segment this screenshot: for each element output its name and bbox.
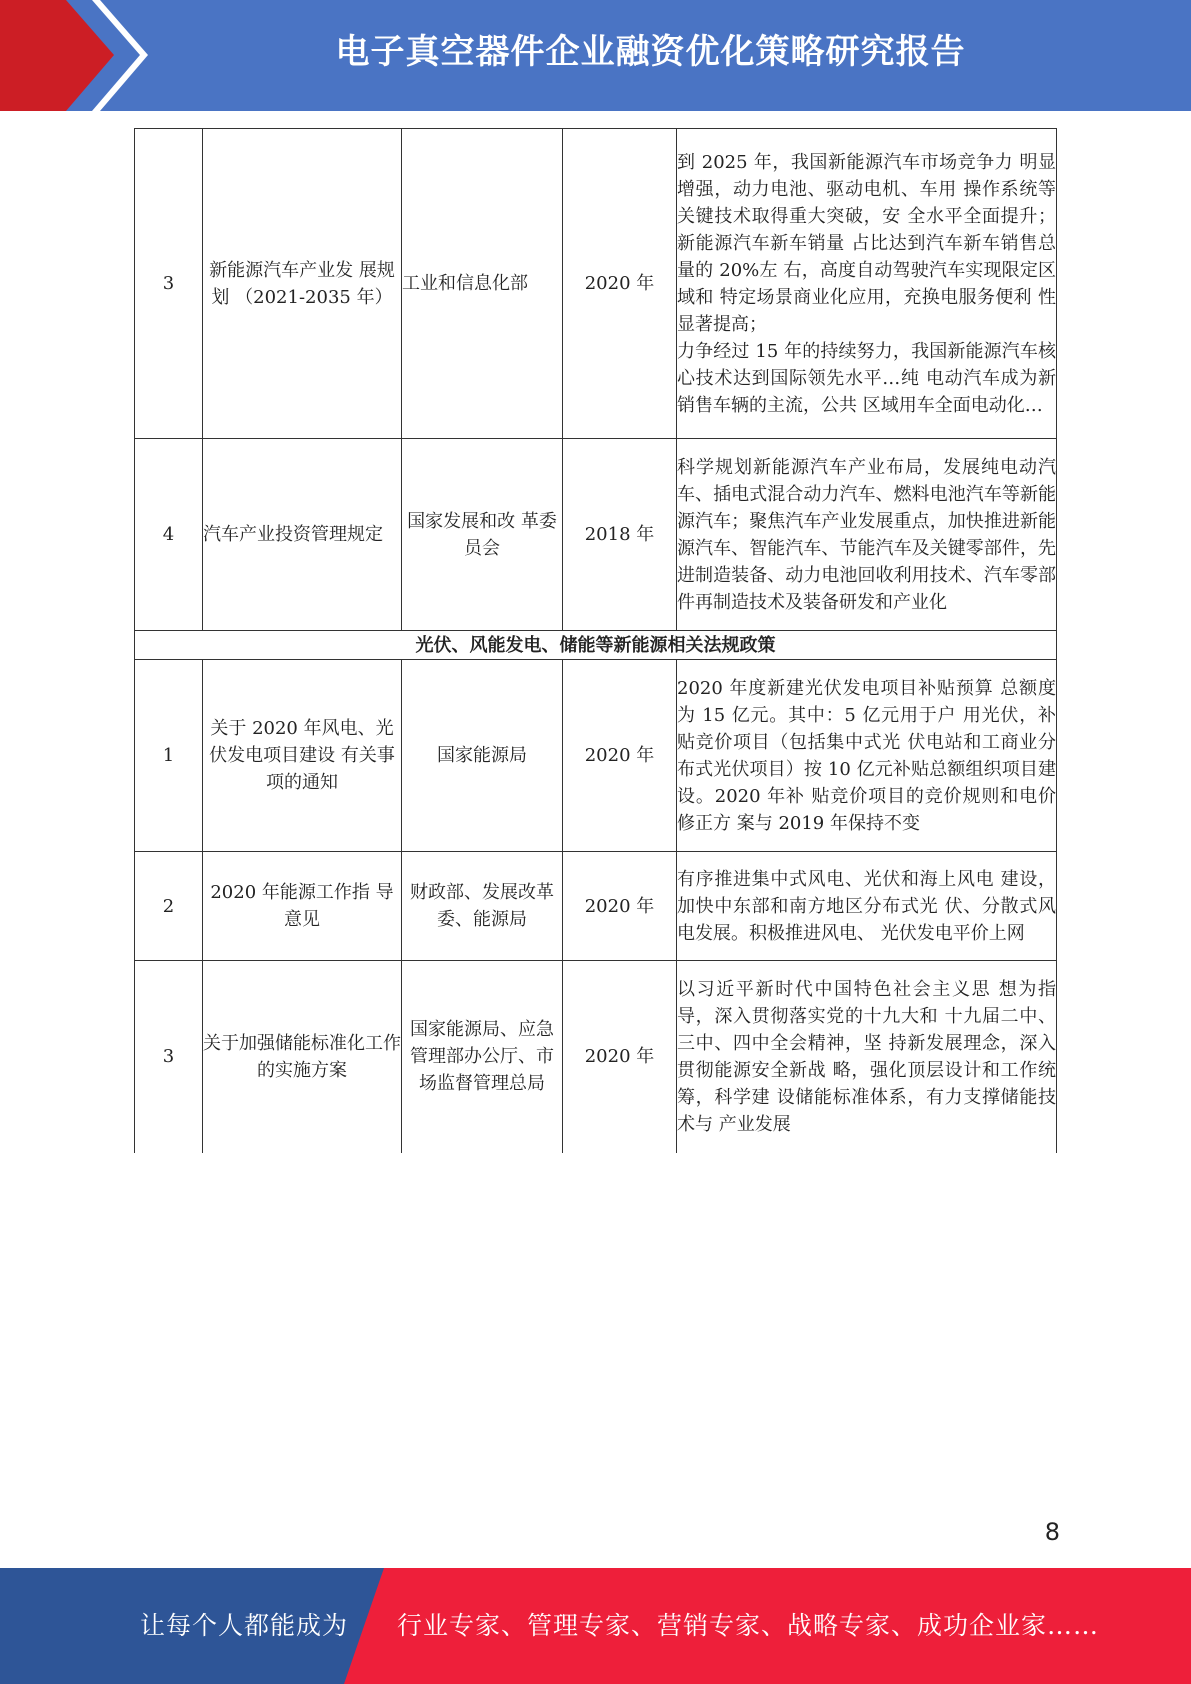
row-number: 3 — [135, 961, 203, 1153]
page-footer — [0, 1568, 1191, 1684]
issue-year: 2020 年 — [563, 660, 677, 852]
policy-name: 新能源汽车产业发 展规划 （2021-2035 年） — [203, 129, 402, 439]
policy-content: 科学规划新能源汽车产业布局，发展纯电动汽车、插电式混合动力汽车、燃料电池汽车等新能源汽车；聚焦汽车产业发展重点，加快推进新能源汽车、智能汽车、节能汽车及关键零部件，先进制造装备、动力电池回收利用技术、汽车零部件再制造技术及装备研发和产业化 — [677, 439, 1057, 631]
issuing-authority: 国家能源局 — [402, 660, 563, 852]
policy-name: 汽车产业投资管理规定 — [203, 439, 402, 631]
policy-table-container — [134, 128, 1056, 1153]
table-row — [135, 852, 1057, 961]
footer-slogan-left: 让每个人都能成为 — [140, 1611, 349, 1640]
policy-name: 关于加强储能标准化工作的实施方案 — [203, 961, 402, 1153]
issuing-authority: 工业和信息化部 — [402, 129, 563, 439]
issuing-authority: 财政部、发展改革委、能源局 — [402, 852, 563, 961]
policy-content: 2020 年度新建光伏发电项目补贴预算 总额度为 15 亿元。其中：5 亿元用于户 用光伏，补贴竞价项目（包括集中式光 伏电站和工商业分布式光伏项目）按 10 亿元补贴总额组织项目建设。2020 年补 贴竞价项目的竞价规则和电价修正方 案与 2019 年保持不变 — [677, 660, 1057, 852]
policy-name: 2020 年能源工作指 导意见 — [203, 852, 402, 961]
policy-content: 有序推进集中式风电、光伏和海上风电 建设，加快中东部和南方地区分布式光 伏、分散式风电发展。积极推进风电、 光伏发电平价上网 — [677, 852, 1057, 961]
page-number: 8 — [1044, 1518, 1060, 1546]
row-number: 1 — [135, 660, 203, 852]
row-number: 4 — [135, 439, 203, 631]
section-header-row — [135, 631, 1057, 660]
row-number: 3 — [135, 129, 203, 439]
row-number: 2 — [135, 852, 203, 961]
policy-table — [134, 128, 1057, 1153]
table-row — [135, 439, 1057, 631]
policy-content-paragraph: 到 2025 年，我国新能源汽车市场竞争力 明显增强，动力电池、驱动电机、车用 操作系统等关键技术取得重大突破，安 全水平全面提升；新能源汽车新车销量 占比达到汽车新车销售总量的 20%左 右，高度自动驾驶汽车实现限定区域和 特定场景商业化应用，充换电服务便利 性显著提高； — [677, 151, 1056, 335]
issue-year: 2020 年 — [563, 852, 677, 961]
policy-content — [677, 129, 1057, 439]
issue-year: 2020 年 — [563, 961, 677, 1153]
policy-name: 关于 2020 年风电、光伏发电项目建设 有关事项的通知 — [203, 660, 402, 852]
issue-year: 2020 年 — [563, 129, 677, 439]
issuing-authority: 国家发展和改 革委员会 — [402, 439, 563, 631]
report-title: 电子真空器件企业融资优化策略研究报告 — [335, 32, 966, 72]
policy-content-paragraph: 力争经过 15 年的持续努力，我国新能源汽车核心技术达到国际领先水平…纯 电动汽车成为新销售车辆的主流，公共 区域用车全面电动化… — [677, 340, 1056, 416]
issue-year: 2018 年 — [563, 439, 677, 631]
issuing-authority: 国家能源局、应急管理部办公厅、市场监督管理总局 — [402, 961, 563, 1153]
policy-content: 以习近平新时代中国特色社会主义思 想为指导，深入贯彻落实党的十九大和 十九届二中、三中、四中全会精神，坚 持新发展理念，深入贯彻能源安全新战 略，强化顶层设计和工作统筹，科学建 设储能标准体系，有力支撑储能技术与 产业发展 — [677, 961, 1057, 1153]
page-header — [0, 0, 1191, 111]
table-row — [135, 961, 1057, 1153]
section-title: 光伏、风能发电、储能等新能源相关法规政策 — [135, 631, 1057, 660]
table-row — [135, 129, 1057, 439]
table-row — [135, 660, 1057, 852]
footer-slogan-right: 行业专家、管理专家、营销专家、战略专家、成功企业家…… — [397, 1611, 1100, 1640]
